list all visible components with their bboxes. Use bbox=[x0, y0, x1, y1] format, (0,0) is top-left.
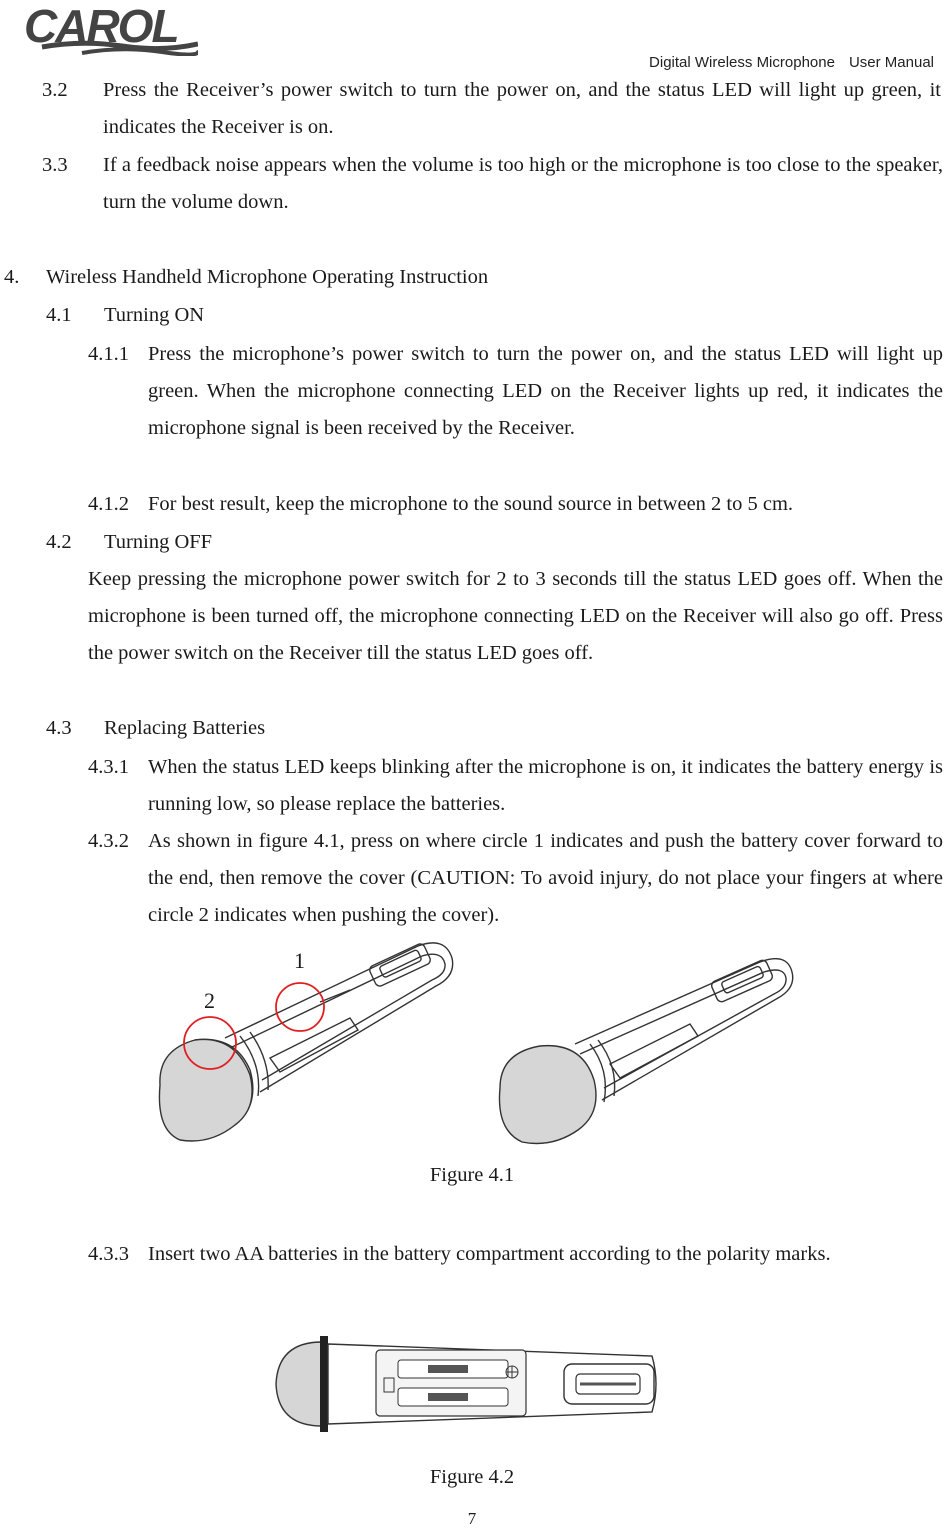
item-number: 4.1.1 bbox=[88, 343, 129, 365]
paragraph: Press the microphone’s power switch to turn the power on, and the status LED will light up green. When the microphone connecting LED on the Receiver lights up red, it indicates the microphone signal is been received by the Receiver. bbox=[148, 343, 943, 439]
paragraph: When the status LED keeps blinking after the microphone is on, it indicates the battery energy is running low, so please replace the batteries. bbox=[148, 756, 943, 815]
item-number: 4.2 bbox=[46, 531, 72, 553]
subsection-heading: Replacing Batteries bbox=[104, 717, 266, 739]
section-heading: Wireless Handheld Microphone Operating Instruction bbox=[46, 266, 489, 288]
page-number: 7 bbox=[467, 1509, 477, 1528]
paragraph: Insert two AA batteries in the battery compartment according to the polarity marks. bbox=[148, 1243, 831, 1265]
paragraph: Keep pressing the microphone power switch for 2 to 3 seconds till the status LED goes off. When the microphone is been turned off, the microphone connecting LED on the Receiver will also go off. Press the power switch on the Receiver till the status LED goes off. bbox=[88, 568, 943, 664]
paragraph: As shown in figure 4.1, press on where circle 1 indicates and push the battery cover forward to the end, then remove the cover (CAUTION: To avoid injury, do not place your fingers at where circle 2 indicates when pushing the cover). bbox=[148, 830, 943, 926]
subsection-heading: Turning OFF bbox=[104, 531, 213, 553]
paragraph: For best result, keep the microphone to the sound source in between 2 to 5 cm. bbox=[148, 493, 794, 515]
circle-label-1: 1 bbox=[294, 948, 305, 973]
header-text bbox=[649, 54, 934, 71]
section-number: 4. bbox=[4, 266, 20, 288]
item-number: 4.1.2 bbox=[88, 493, 129, 515]
item-number: 4.1 bbox=[46, 304, 72, 326]
item-number: 3.3 bbox=[42, 154, 68, 176]
header-title: Digital Wireless Microphone bbox=[649, 54, 835, 71]
microphone-battery-illustration bbox=[272, 1332, 664, 1436]
microphone-illustration-right bbox=[490, 958, 800, 1148]
item-number: 4.3.2 bbox=[88, 830, 129, 852]
item-number: 4.3.3 bbox=[88, 1243, 129, 1265]
carol-logo bbox=[22, 0, 198, 56]
circle-label-2: 2 bbox=[204, 988, 215, 1013]
figure-caption-4-1: Figure 4.1 bbox=[429, 1164, 515, 1186]
logo-wordmark: CAROL bbox=[24, 0, 178, 52]
paragraph: Press the Receiver’s power switch to turn the power on, and the status LED will light up green, it indicates the Receiver is on. bbox=[103, 79, 941, 138]
paragraph: If a feedback noise appears when the volume is too high or the microphone is too close to the speaker, turn the volume down. bbox=[103, 154, 943, 213]
figure-caption-4-2: Figure 4.2 bbox=[429, 1466, 515, 1488]
microphone-illustration-left bbox=[140, 940, 460, 1150]
item-number: 4.3 bbox=[46, 717, 72, 739]
item-number: 4.3.1 bbox=[88, 756, 129, 778]
header-subtitle: User Manual bbox=[848, 54, 934, 71]
subsection-heading: Turning ON bbox=[104, 304, 205, 326]
item-number: 3.2 bbox=[42, 79, 68, 101]
